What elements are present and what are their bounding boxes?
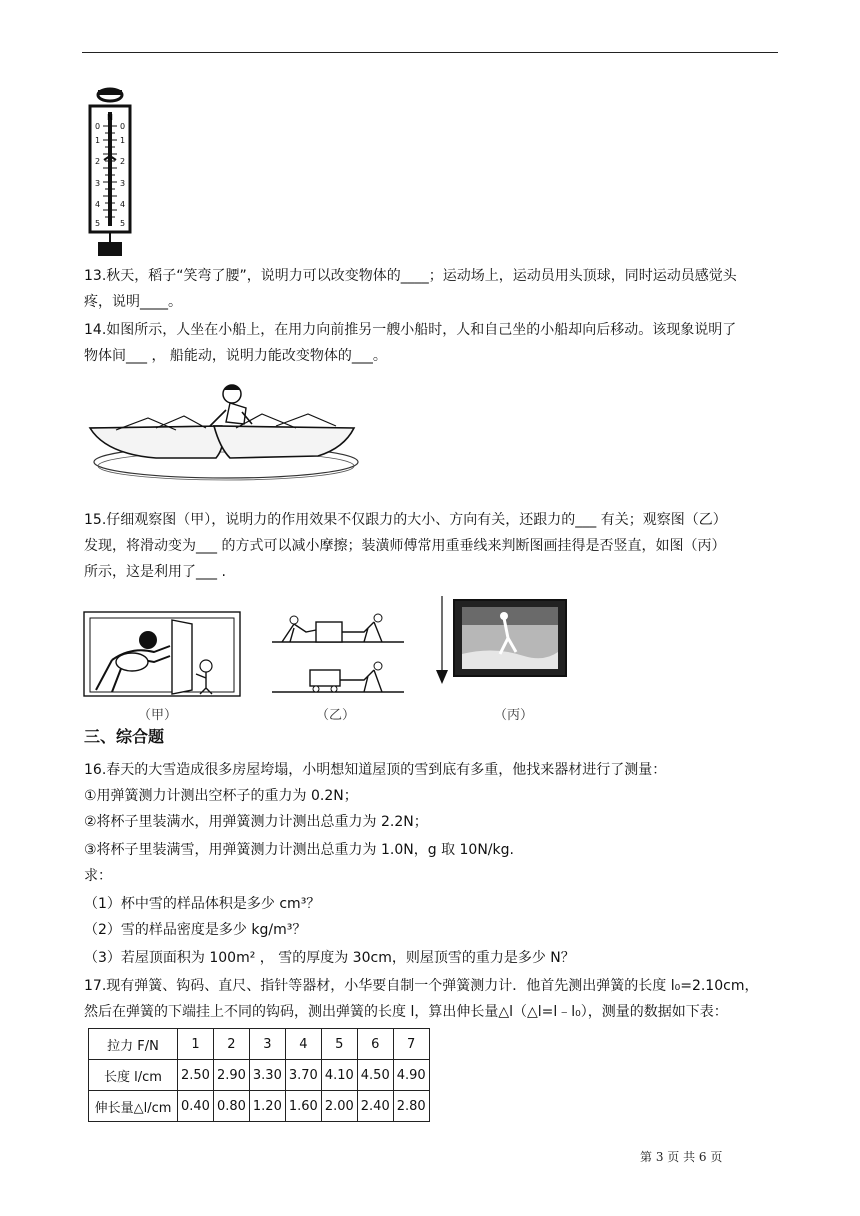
q13-line2: 疼，说明____。 <box>84 294 182 310</box>
table-cell: 4.90 <box>393 1060 429 1091</box>
scale-label-left: 4 <box>95 200 101 209</box>
scale-label-right: 4 <box>120 200 126 209</box>
scale-label-right: 1 <box>120 136 126 145</box>
table-row <box>89 1091 430 1122</box>
q16-line1: 16.春天的大雪造成很多房屋垮塌，小明想知道屋顶的雪到底有多重，他找来器材进行了测量： <box>84 762 667 778</box>
spring-scale-figure <box>86 86 134 258</box>
table-row <box>89 1060 430 1091</box>
q15-line2: 发现，将滑动变为___ 的方式可以减小摩擦；装潢师傅常用重垂线来判断图画挂得是否竖直，如图（丙） <box>84 538 726 554</box>
table-cell: 0.40 <box>178 1091 214 1122</box>
q16-step3: ③将杯子里装满雪，用弹簧测力计测出总重力为 1.0N，g 取 10N/kg. <box>84 842 514 858</box>
q17-line2: 然后在弹簧的下端挂上不同的钩码，测出弹簧的长度 l，算出伸长量△l（△l=l﹣l₀），测量的数据如下表： <box>84 1004 728 1020</box>
spring-data-table <box>88 1028 430 1122</box>
scale-unit: N <box>107 113 113 122</box>
page-number: 第 3 页 共 6 页 <box>640 1150 723 1164</box>
table-cell: 1.20 <box>249 1091 285 1122</box>
table-row <box>89 1029 430 1060</box>
caption-jia: （甲） <box>138 708 178 723</box>
table-cell: 5 <box>321 1029 357 1060</box>
table-cell: 2.50 <box>178 1060 214 1091</box>
table-cell: 4.10 <box>321 1060 357 1091</box>
table-cell: 1.60 <box>285 1091 321 1122</box>
q13-line1: 13.秋天，稻子“笑弯了腰”，说明力可以改变物体的____；运动场上，运动员用头顶球，同时运动员感觉头 <box>84 268 737 284</box>
scale-label-right: 5 <box>120 219 126 228</box>
scale-label-left: 1 <box>95 136 101 145</box>
q16-sub1: （1）杯中雪的样品体积是多少 cm³？ <box>84 896 321 912</box>
scale-label-right: 3 <box>120 179 126 188</box>
q16-step2: ②将杯子里装满水，用弹簧测力计测出总重力为 2.2N； <box>84 814 428 830</box>
table-cell: 2.00 <box>321 1091 357 1122</box>
table-cell: 6 <box>357 1029 393 1060</box>
q16-sub2: （2）雪的样品密度是多少 kg/m³？ <box>84 922 307 938</box>
q16-sub3: （3）若屋顶面积为 100m² ， 雪的厚度为 30cm，则屋顶雪的重力是多少 N？ <box>84 950 575 966</box>
q16-step1: ①用弹簧测力计测出空杯子的重力为 0.2N； <box>84 788 358 804</box>
table-cell: 1 <box>178 1029 214 1060</box>
table-row-label: 拉力 F/N <box>89 1029 178 1060</box>
scale-label-left: 2 <box>95 157 101 166</box>
q17-line1: 17.现有弹簧、钩码、直尺、指针等器材，小华要自制一个弹簧测力计．他首先测出弹簧的长度 l₀=2.10cm， <box>84 978 759 994</box>
q15-line3: 所示，这是利用了___ . <box>84 564 226 580</box>
caption-bing: （丙） <box>494 708 534 723</box>
door-push-figure <box>82 610 242 700</box>
q14-line1: 14.如图所示，人坐在小船上，在用力向前推另一艘小船时，人和自己坐的小船却向后移动。该现象说明了 <box>84 322 737 338</box>
caption-yi: （乙） <box>316 708 356 723</box>
table-cell: 4 <box>285 1029 321 1060</box>
q15-line1: 15.仔细观察图（甲），说明力的作用效果不仅跟力的大小、方向有关，还跟力的___ 有关；观察图（乙） <box>84 512 727 528</box>
scale-label-left: 3 <box>95 179 101 188</box>
scale-label-left: 5 <box>95 219 101 228</box>
table-cell: 2.40 <box>357 1091 393 1122</box>
section-title: 三、综合题 <box>84 727 165 746</box>
q16-ask: 求： <box>84 868 112 884</box>
table-cell: 0.80 <box>213 1091 249 1122</box>
table-cell: 3.30 <box>249 1060 285 1091</box>
plumb-line-figure <box>434 594 570 690</box>
table-cell: 3.70 <box>285 1060 321 1091</box>
table-cell: 2.90 <box>213 1060 249 1091</box>
q14-line2: 物体间___ ， 船能动，说明力能改变物体的___。 <box>84 348 387 364</box>
table-row-label: 长度 l/cm <box>89 1060 178 1091</box>
table-cell: 2 <box>213 1029 249 1060</box>
boats-figure <box>86 378 366 488</box>
table-cell: 3 <box>249 1029 285 1060</box>
table-cell: 4.50 <box>357 1060 393 1091</box>
friction-figure <box>270 612 406 702</box>
header-rule <box>82 52 778 53</box>
table-cell: 7 <box>393 1029 429 1060</box>
scale-label-right: 0 <box>120 122 126 131</box>
scale-label-right: 2 <box>120 157 126 166</box>
scale-label-left: 0 <box>95 122 101 131</box>
table-cell: 2.80 <box>393 1091 429 1122</box>
table-row-label: 伸长量△l/cm <box>89 1091 178 1122</box>
